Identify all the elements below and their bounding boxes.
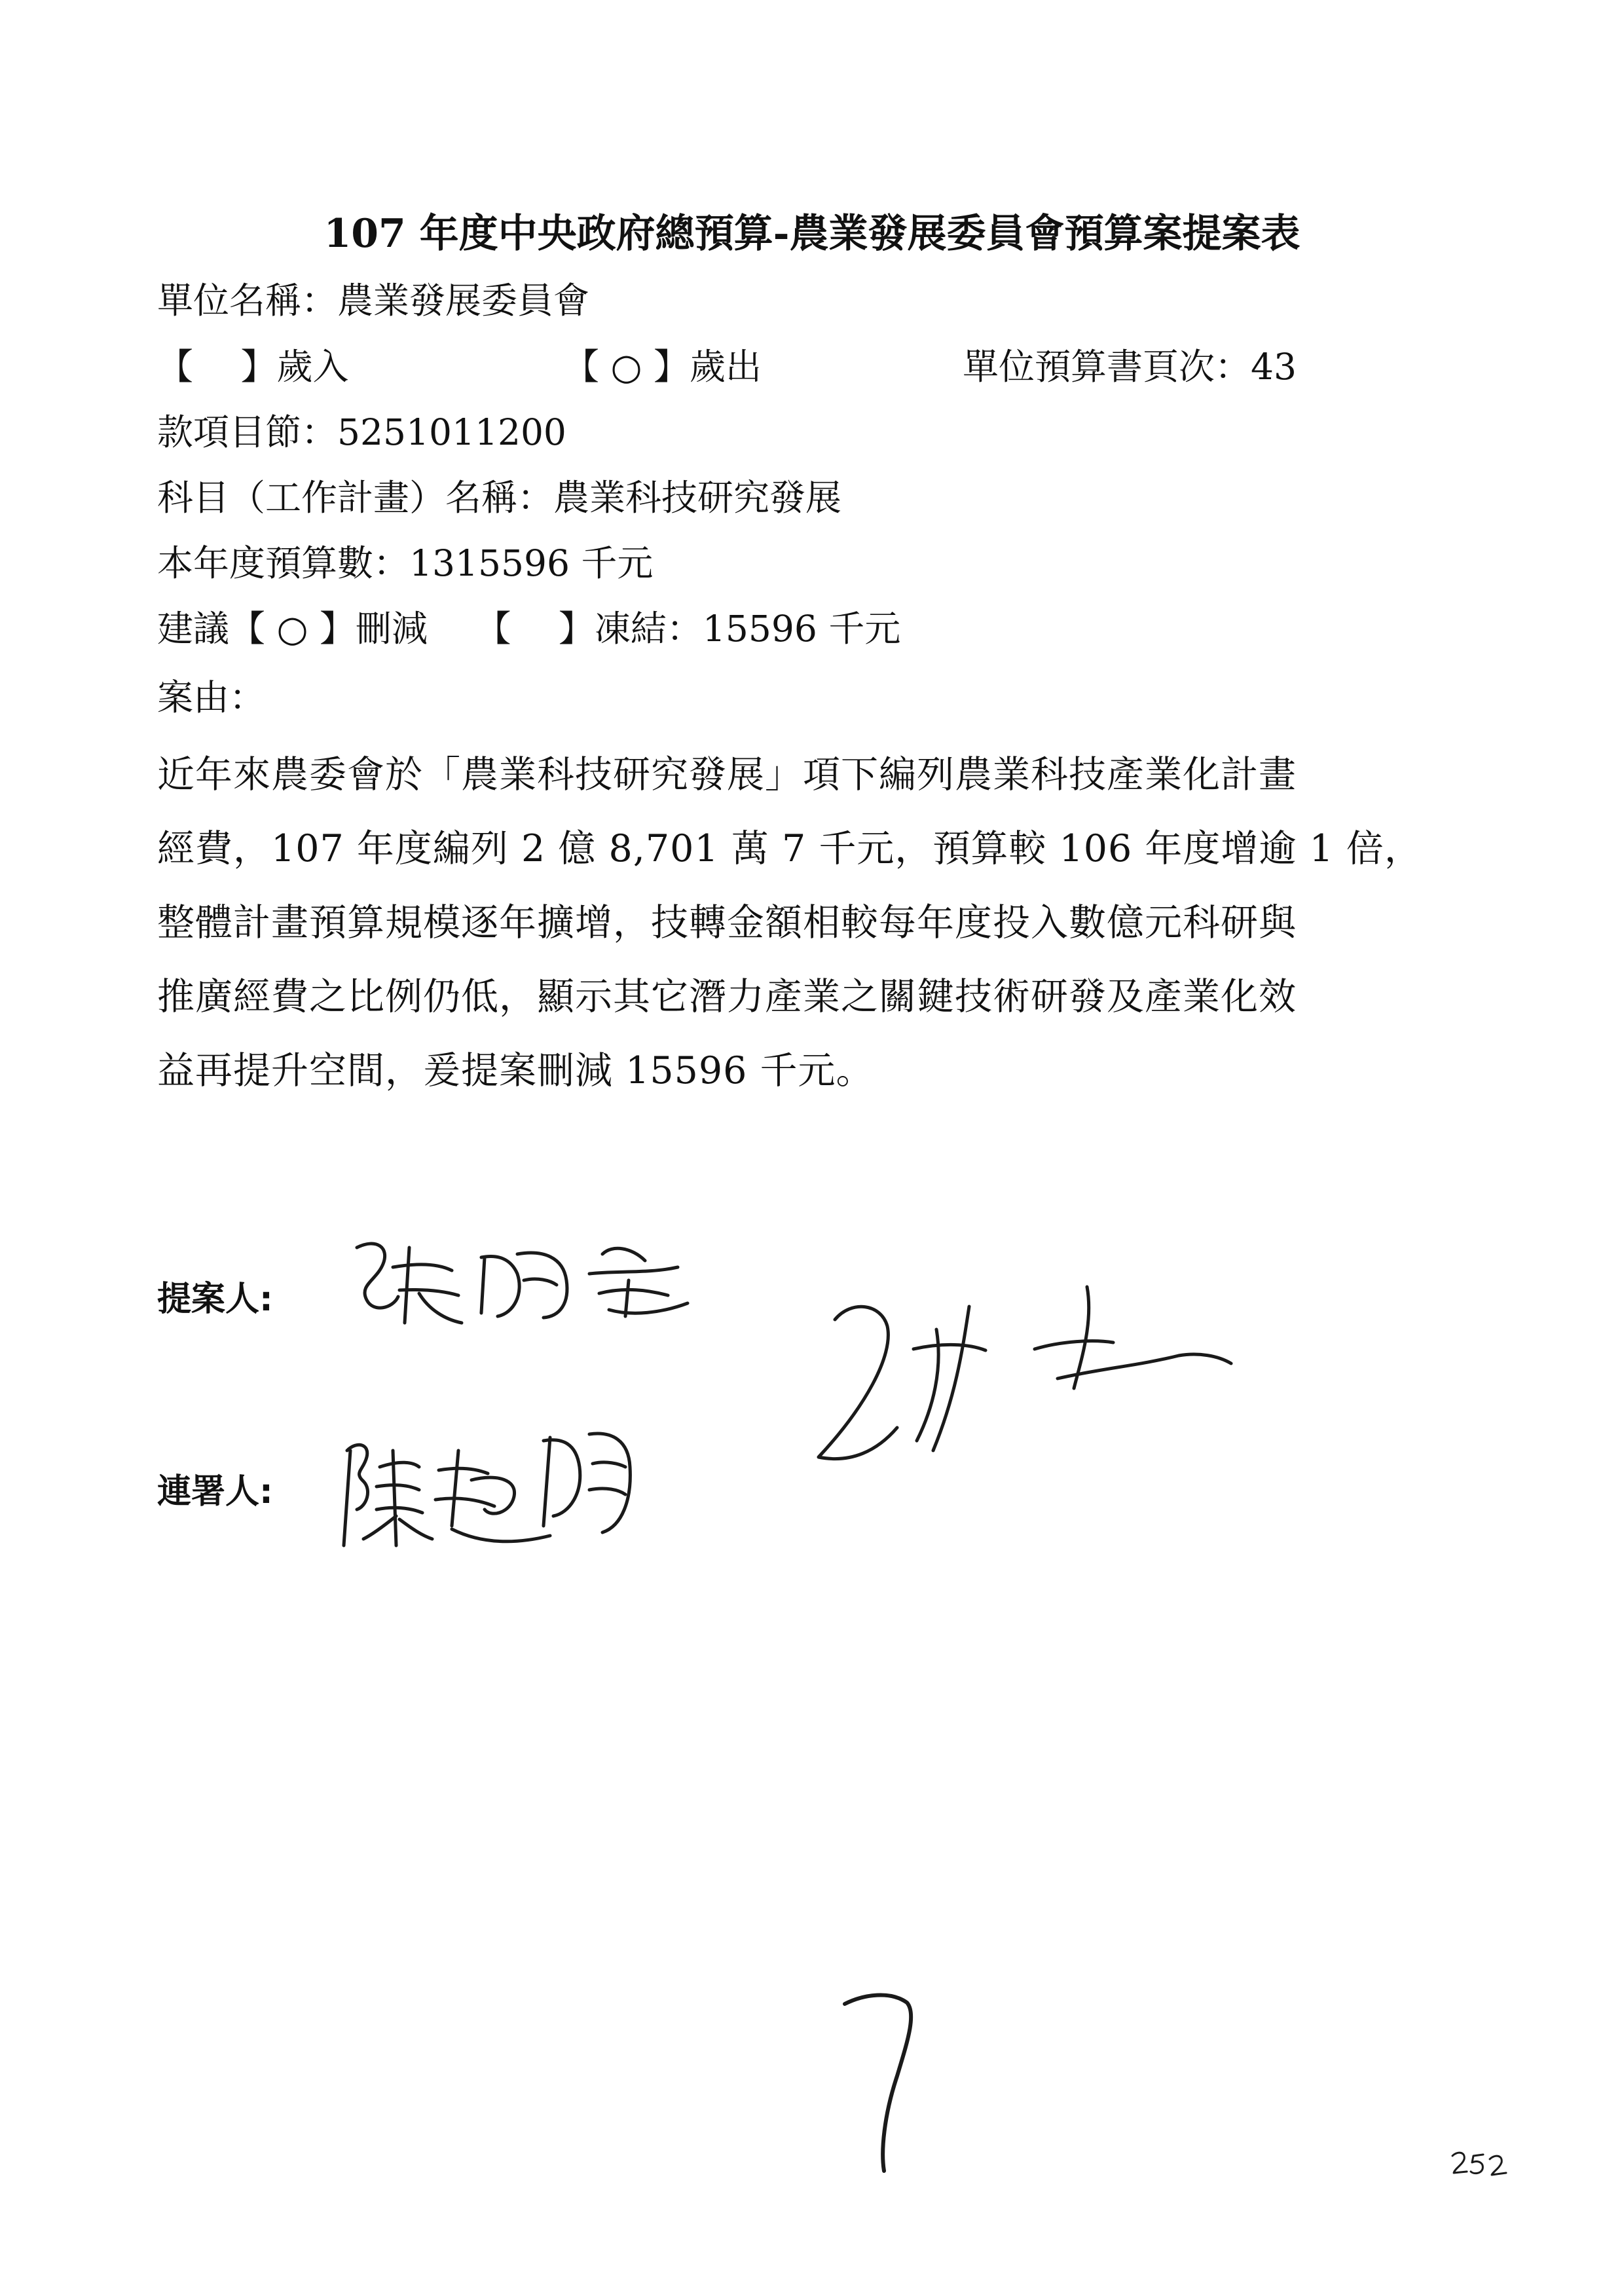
reason-text-line: 推廣經費之比例仍低，顯示其它潛力產業之關鍵技術研發及產業化效 [157, 975, 1297, 1018]
cosigner-signature [344, 1434, 630, 1546]
program-name-line: 科目（工作計畫）名稱：農業科技研究發展 [157, 477, 842, 519]
unit-name-line: 單位名稱：農業發展委員會 [157, 280, 590, 322]
second-cosigner-signature [819, 1287, 1231, 1459]
handwritten-seven [845, 1995, 911, 2171]
revenue-checkbox-line: 【 】歲入 [157, 346, 349, 388]
document-title: 107 年度中央政府總預算-農業發展委員會預算案提案表 [323, 211, 1301, 257]
reason-label: 案由： [157, 676, 266, 718]
proposer-label: 提案人: [157, 1280, 273, 1319]
budget-amount-line: 本年度預算數：1315596 千元 [157, 542, 654, 584]
reason-text-line: 整體計畫預算規模逐年擴增，技轉金額相較每年度投入數億元科研與 [157, 901, 1297, 944]
reason-text-line: 益再提升空間，爰提案刪減 15596 千元。 [157, 1049, 874, 1092]
reason-text-line: 近年來農委會於「農業科技研究發展」項下編列農業科技產業化計畫 [157, 753, 1297, 796]
expenditure-checkbox-line: 【 ○ 】歲出 [563, 346, 762, 388]
budget-page-reference: 單位預算書頁次：43 [963, 346, 1297, 388]
cosigner-label: 連署人: [157, 1472, 273, 1511]
proposer-signature [357, 1244, 688, 1323]
page-number [1452, 2153, 1506, 2175]
reason-text-line: 經費，107 年度編列 2 億 8,701 萬 7 千元，預算較 106 年度增逾 1 倍， [157, 827, 1422, 870]
proposal-action-line: 建議【 ○ 】刪減 【 】凍結：15596 千元 [157, 608, 901, 650]
item-code-line: 款項目節：5251011200 [157, 411, 566, 453]
